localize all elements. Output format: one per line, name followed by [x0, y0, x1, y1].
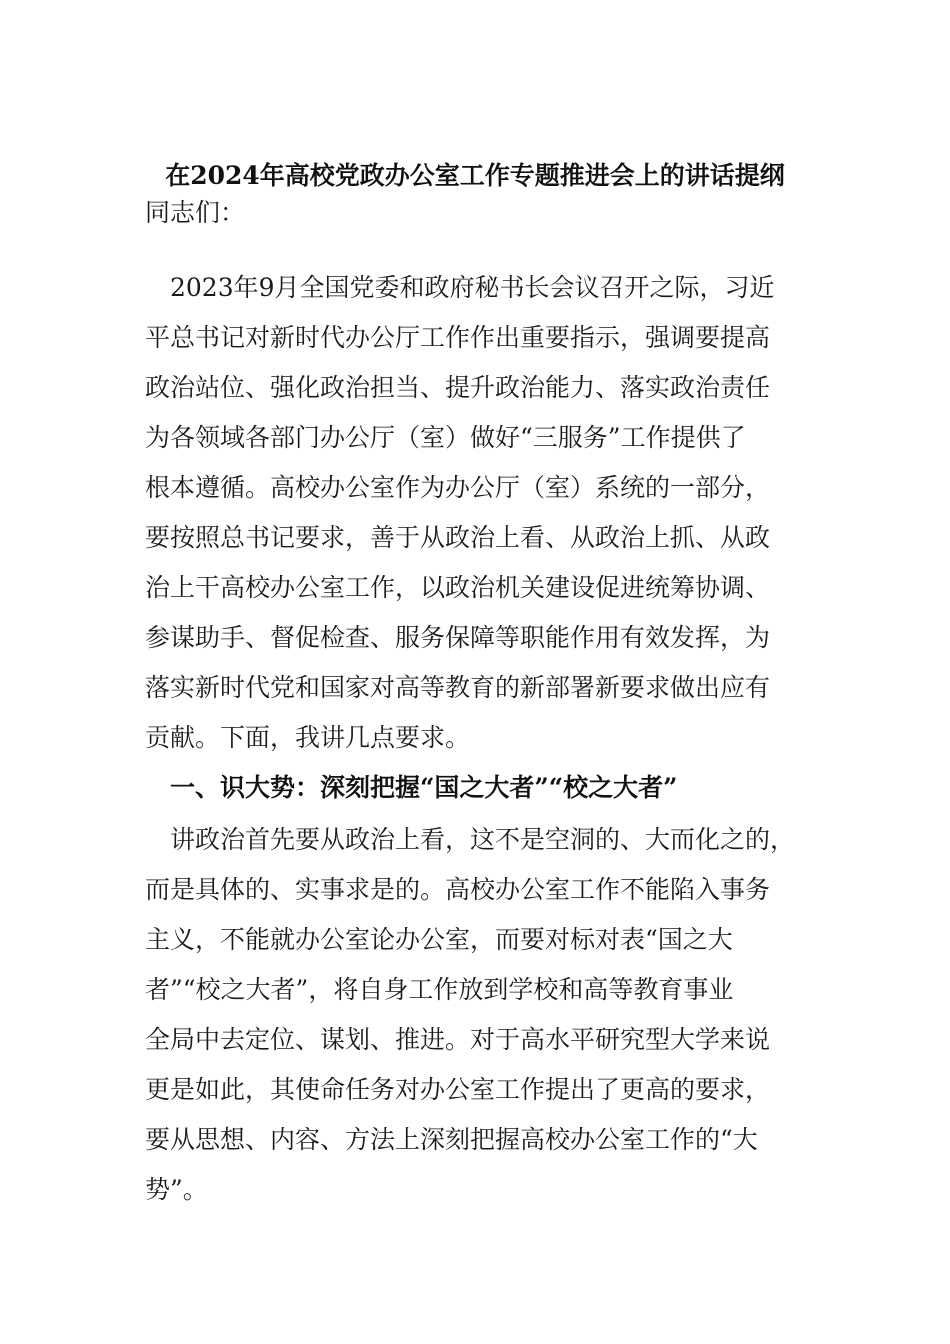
paragraph-line: 政治站位、强化政治担当、提升政治能力、落实政治责任: [145, 373, 771, 402]
paragraph-line: 讲政治首先要从政治上看，这不是空洞的、大而化之的，: [145, 825, 796, 854]
paragraph-line: 者”“校之大者”，将自身工作放到学校和高等教育事业: [145, 975, 734, 1004]
paragraph-line: 全局中去定位、谋划、推进。对于高水平研究型大学来说: [145, 1025, 771, 1054]
paragraph-line: 平总书记对新时代办公厅工作作出重要指示，强调要提高: [145, 323, 771, 352]
salutation: 同志们：: [145, 198, 246, 227]
paragraph-line: 2023年9月全国党委和政府秘书长会议召开之际，习近: [145, 273, 775, 302]
section-heading: 一、识大势：深刻把握“国之大者”“校之大者”: [145, 773, 678, 802]
paragraph-line: 参谋助手、督促检查、服务保障等职能作用有效发挥，为: [145, 623, 771, 652]
document-title: 在2024年高校党政办公室工作专题推进会上的讲话提纲: [165, 161, 785, 190]
paragraph-line: 而是具体的、实事求是的。高校办公室工作不能陷入事务: [145, 875, 771, 904]
paragraph-line: 贡献。下面，我讲几点要求。: [145, 723, 471, 752]
paragraph-line: 要按照总书记要求，善于从政治上看、从政治上抓、从政: [145, 523, 771, 552]
paragraph-line: 势”。: [145, 1175, 208, 1204]
paragraph-line: 要从思想、内容、方法上深刻把握高校办公室工作的“大: [145, 1125, 758, 1154]
paragraph-line: 为各领域各部门办公厅（室）做好“三服务”工作提供了: [145, 423, 746, 452]
paragraph-line: 治上干高校办公室工作，以政治机关建设促进统筹协调、: [145, 573, 771, 602]
paragraph-line: 主义，不能就办公室论办公室，而要对标对表“国之大: [145, 925, 733, 954]
paragraph-line: 更是如此，其使命任务对办公室工作提出了更高的要求，: [145, 1075, 771, 1104]
paragraph-line: 根本遵循。高校办公室作为办公厅（室）系统的一部分，: [145, 473, 771, 502]
paragraph-line: 落实新时代党和国家对高等教育的新部署新要求做出应有: [145, 673, 771, 702]
